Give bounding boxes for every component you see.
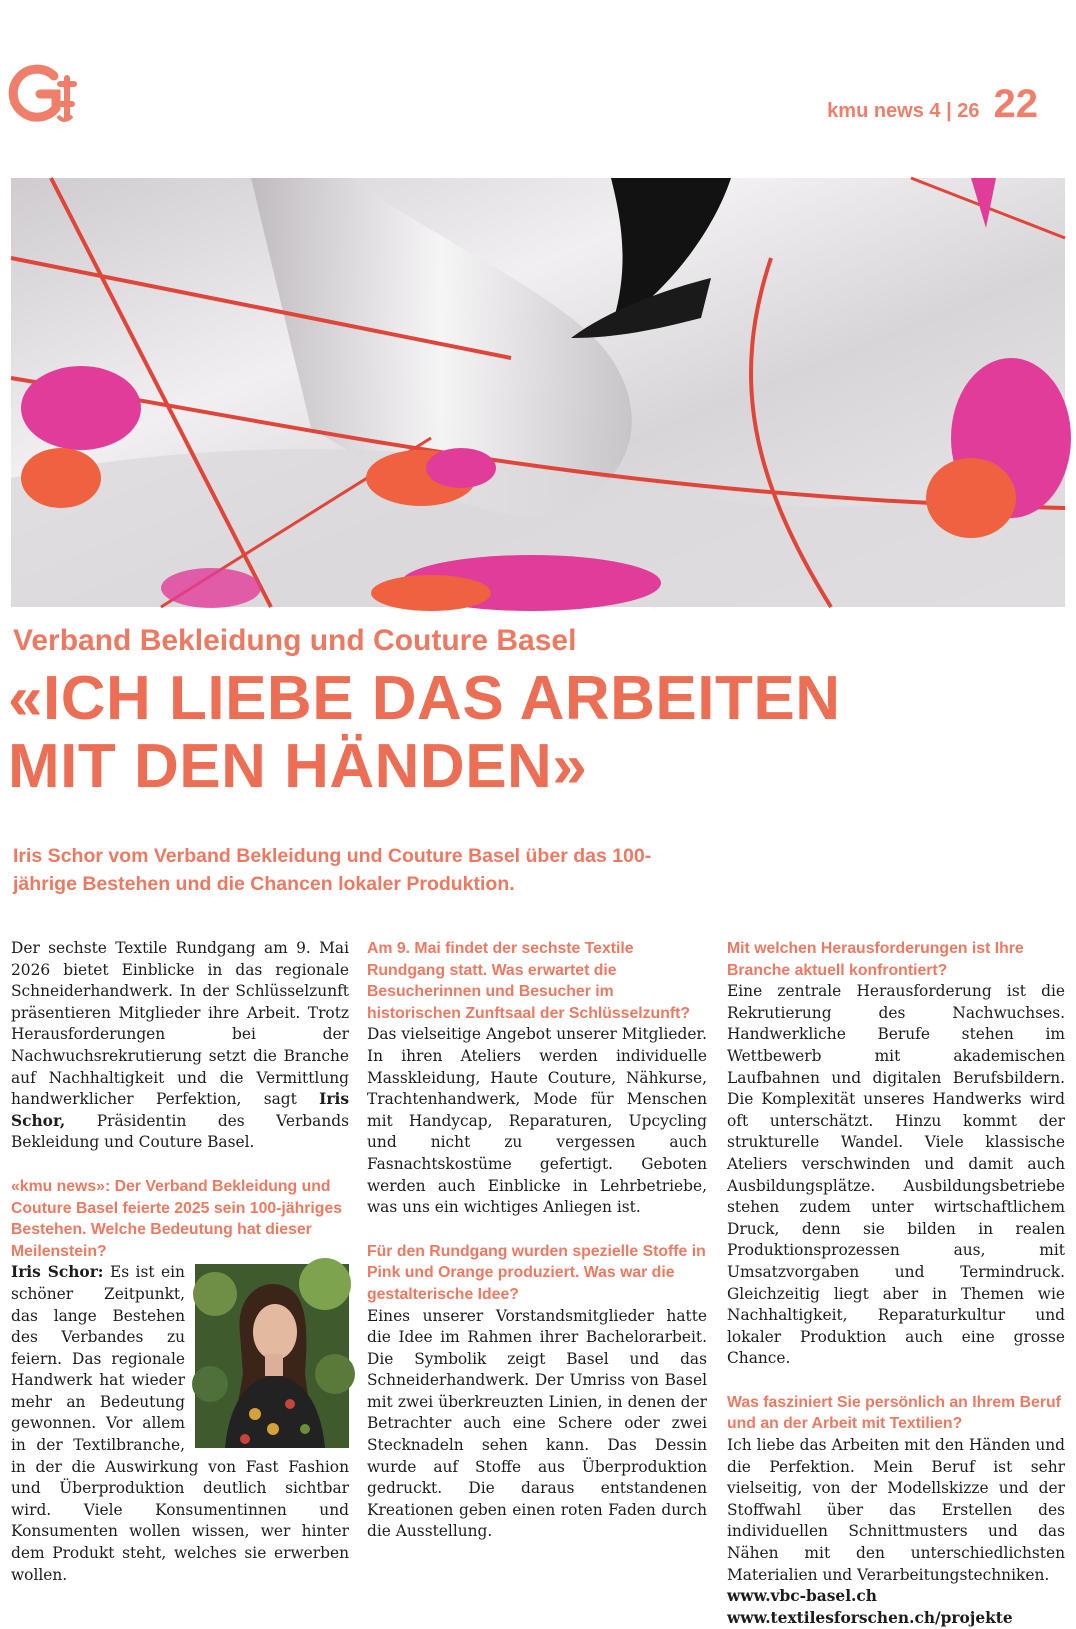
link-vbc-basel[interactable]: www.vbc-basel.ch	[727, 1587, 877, 1606]
question-2: Am 9. Mai findet der sechste Textile Rundgang statt. Was erwartet die Besucherinnen und Besucher im historischen Zunftsaal der Schlüsselzunft?	[367, 940, 691, 1022]
headline-line-2: MIT DEN HÄNDEN»	[8, 732, 588, 801]
article-lead: Iris Schor vom Verband Bekleidung und Couture Basel über das 100-jährige Bestehen und die Chancen lokaler Produktion.	[13, 845, 652, 895]
answer-5: Ich liebe das Arbeiten mit den Händen und die Perfektion. Mein Beruf ist sehr vielseitig, von der Modellskizze und der Stoffwahl über das Erstellen des individuellen Schnittmusters und das Nähen mit den unterschiedlichsten Materialien und Verarbeitungstechniken.	[727, 1436, 1065, 1584]
answer-speaker: Iris Schor:	[11, 1263, 104, 1282]
column-2	[367, 938, 707, 1543]
question-4: Mit welchen Herausforderungen ist Ihre Branche aktuell konfrontiert?	[727, 940, 1024, 979]
answer-4: Eine zentrale Herausforderung ist die Rekrutierung des Nachwuchses. Handwerkliche Berufe stehen im Wettbewerb mit akademischen Laufbahnen und digitalen Berufsbildern. Die Komplexität unseres Handwerks wird oft unterschätzt. Hinzu kommt der strukturelle Wandel. Viele klassische Ateliers verschwinden und damit auch Ausbildungsplätze. Ausbildungsbetriebe stehen zudem unter wirtschaftlichem Druck, denn sie bilden in realen Produktionsprozessen aus, mit Umsatzvorgaben und Termindruck. Gleichzeitig liegt aber in Themen wie Nachhaltigkeit, Reparaturkultur und lokaler Produktion auch eine grosse Chance.	[727, 982, 1065, 1368]
page-number: 22	[993, 82, 1038, 126]
interviewee-name: Iris Schor,	[11, 1090, 349, 1130]
answer-3: Eines unserer Vorstandsmitglieder hatte die Idee im Rahmen ihrer Bachelorarbeit. Die Symbolik zeigt Basel und das Schneiderhandwerk. Der Umriss von Basel mit zwei überkreuzten Linien, in denen der Betrachter auch eine Schere oder zwei Stecknadeln sehen kann. Das Dessin wurde auf Stoffe aus Überproduktion gedruckt. Die daraus entstandenen Kreationen geben einen roten Faden durch die Ausstellung.	[367, 1306, 707, 1541]
question-5: Was fasziniert Sie persönlich an Ihrem Beruf und an der Arbeit mit Textilien?	[727, 1393, 1061, 1433]
gewerbeverband-logo-icon	[8, 58, 78, 128]
article-headline	[8, 665, 841, 801]
publisher-logo	[8, 58, 78, 128]
portrait-image	[195, 1264, 349, 1448]
hero-fabric-image	[11, 178, 1065, 607]
intro-paragraph: Der sechste Textile Rundgang am 9. Mai 2026 bietet Einblicke in das regionale Schneiderhandwerk. In der Schlüsselzunft präsentieren Mitglieder ihre Arbeit. Trotz Herausforderungen bei der Nachwuchsrekrutierung setzt die Branche auf Nachhaltigkeit und die Vermittlung handwerklicher Perfektion, sagt Iris Schor, Präsidentin des Verbands Bekleidung und Couture Basel.	[11, 939, 349, 1152]
article-kicker: Verband Bekleidung und Couture Basel	[13, 624, 577, 657]
answer-1: Iris Schor: Es ist ein schöner Zeitpunkt, das lange Bestehen des Verbandes zu feiern. Das regionale Handwerk hat wieder mehr an Bedeutung gewonnen. Vor allem in der Textilbranche, in der die Auswirkung von Fast Fashion und Überproduktion deutlich sichtbar wird. Viele Konsumentinnen und Konsumenten wollen wissen, wer hinter dem Produkt steht, welches sie erwerben wollen.	[11, 1263, 349, 1584]
link-textilesforschen[interactable]: www.textilesforschen.ch/projekte	[727, 1608, 1013, 1627]
question-1: «kmu news»: Der Verband Bekleidung und Couture Basel feierte 2025 sein 100-jähriges Bestehen. Welche Bedeutung hat dieser Meilenstein?	[11, 1177, 343, 1260]
column-3	[727, 938, 1065, 1629]
portrait-photo	[195, 1264, 349, 1448]
publication-name: kmu news 4 | 26	[827, 100, 980, 122]
column-1	[11, 938, 349, 1586]
question-3: Für den Rundgang wurden spezielle Stoffe in Pink und Orange produziert. Was war die gestalterische Idee?	[367, 1242, 706, 1303]
headline-line-1: «ICH LIEBE DAS ARBEITEN	[8, 664, 841, 733]
masthead	[827, 84, 1038, 124]
answer-2: Das vielseitige Angebot unserer Mitglieder. In ihren Ateliers werden individuelle Masskleidung, Haute Couture, Nähkurse, Trachtenhandwerk, Mode für Menschen mit Handycap, Reparaturen, Upcycling und nicht zu vergessen auch Fasnachtskostüme gefertigt. Geboten werden auch Einblicke in Lehrbetriebe, was uns ein wichtiges Anliegen ist.	[367, 1025, 707, 1217]
